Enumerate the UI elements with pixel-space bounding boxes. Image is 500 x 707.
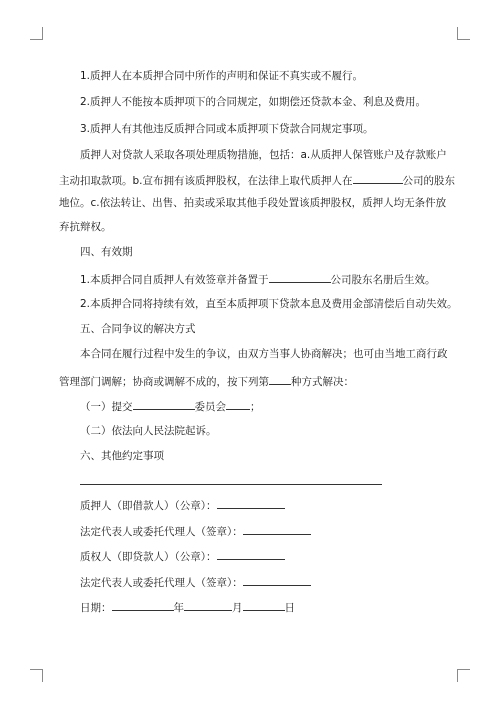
dispute-line-2 [59,373,354,389]
section-5-heading: 五、合同争议的解决方式 [80,323,196,335]
arbitration-name-blank[interactable] [133,398,195,410]
pledgee-seal-blank[interactable] [217,548,285,560]
pledgee-rep-blank[interactable] [243,574,311,586]
arbitration-location-blank[interactable] [226,398,250,410]
dispute-option-2: （二）依法向人民法院起诉。 [80,425,217,437]
year-blank[interactable] [112,599,174,611]
dispute-line-1: 本合同在履行过程中发生的争议，由双方当事人协商解决；也可由当地工商行政 [80,348,448,360]
clause-2: 2.质押人不能按本质押项下的合同规定，如期偿还贷款本金、利息及费用。 [80,96,427,108]
measures-line-1: 质押人对贷款人采取各项处理质物措施，包括：a.从质押人保管账户及存款账户 [80,149,447,161]
day-blank[interactable] [243,599,285,611]
month-label: 月 [232,602,243,614]
measures-line-2-text-b: 公司的股东 [402,175,456,187]
pledgee-rep-label: 法定代表人或委托代理人（签章）： [80,577,243,589]
validity-item-1-text-b: 公司股东名册后生效。 [330,274,436,286]
pledgor-label: 质押人（即借款人）（公章）： [80,500,217,512]
pledgee-rep-signature [80,574,311,590]
crop-mark-bottom-right [457,669,470,682]
date-line [80,599,295,615]
validity-item-1 [80,271,436,287]
section-6-heading: 六、其他约定事项 [80,450,164,462]
pledgor-rep-signature [80,523,311,539]
registry-company-blank[interactable] [269,271,331,283]
method-number-blank[interactable] [269,373,291,385]
measures-line-3: 地位。c.依法转让、出售、拍卖或采取其他手段处置该质押股权，质押人均无条件放 [59,197,447,209]
pledgor-seal-blank[interactable] [217,497,285,509]
crop-mark-top-left [30,27,43,40]
pledgor-rep-label: 法定代表人或委托代理人（签章）： [80,526,243,538]
crop-mark-bottom-left [30,669,43,682]
clause-3: 3.质押人有其他违反质押合同或本质押项下贷款合同规定事项。 [80,123,374,135]
day-label: 日 [284,602,295,614]
measures-line-2-text-a: 主动扣取款项。b.宣布拥有该质押股权，在法律上取代质押人在 [59,175,353,187]
pledgor-signature [80,497,285,513]
dispute-line-2-text-b: 种方式解决： [291,376,354,388]
measures-line-2 [59,172,455,188]
clause-1: 1.质押人在本质押合同中所作的声明和保证不真实或不履行。 [80,70,364,82]
dispute-option-1-text-b: 委员会 [194,401,226,413]
other-terms-line[interactable] [80,484,382,485]
dispute-option-1 [80,398,261,414]
pledgee-signature [80,548,285,564]
section-4-heading: 四、有效期 [80,246,133,258]
validity-item-1-text-a: 1.本质押合同自质押人有效签章并备置于 [80,274,269,286]
month-blank[interactable] [184,599,232,611]
year-label: 年 [173,602,184,614]
measures-line-4: 弃抗辩权。 [59,221,112,233]
crop-mark-top-right [457,27,470,40]
dispute-option-1-text-c: ； [250,401,261,413]
pledgee-label: 质权人（即贷款人）（公章）： [80,551,217,563]
dispute-option-1-text-a: （一）提交 [80,401,133,413]
date-label: 日期： [80,602,112,614]
company-name-blank[interactable] [353,172,403,184]
validity-item-2: 2.本质押合同将持续有效，直至本质押项下贷款本息及费用金部清偿后自动失效。 [80,298,458,310]
pledgor-rep-blank[interactable] [243,523,311,535]
dispute-line-2-text-a: 管理部门调解；协商或调解不成的，按下列第 [59,376,269,388]
